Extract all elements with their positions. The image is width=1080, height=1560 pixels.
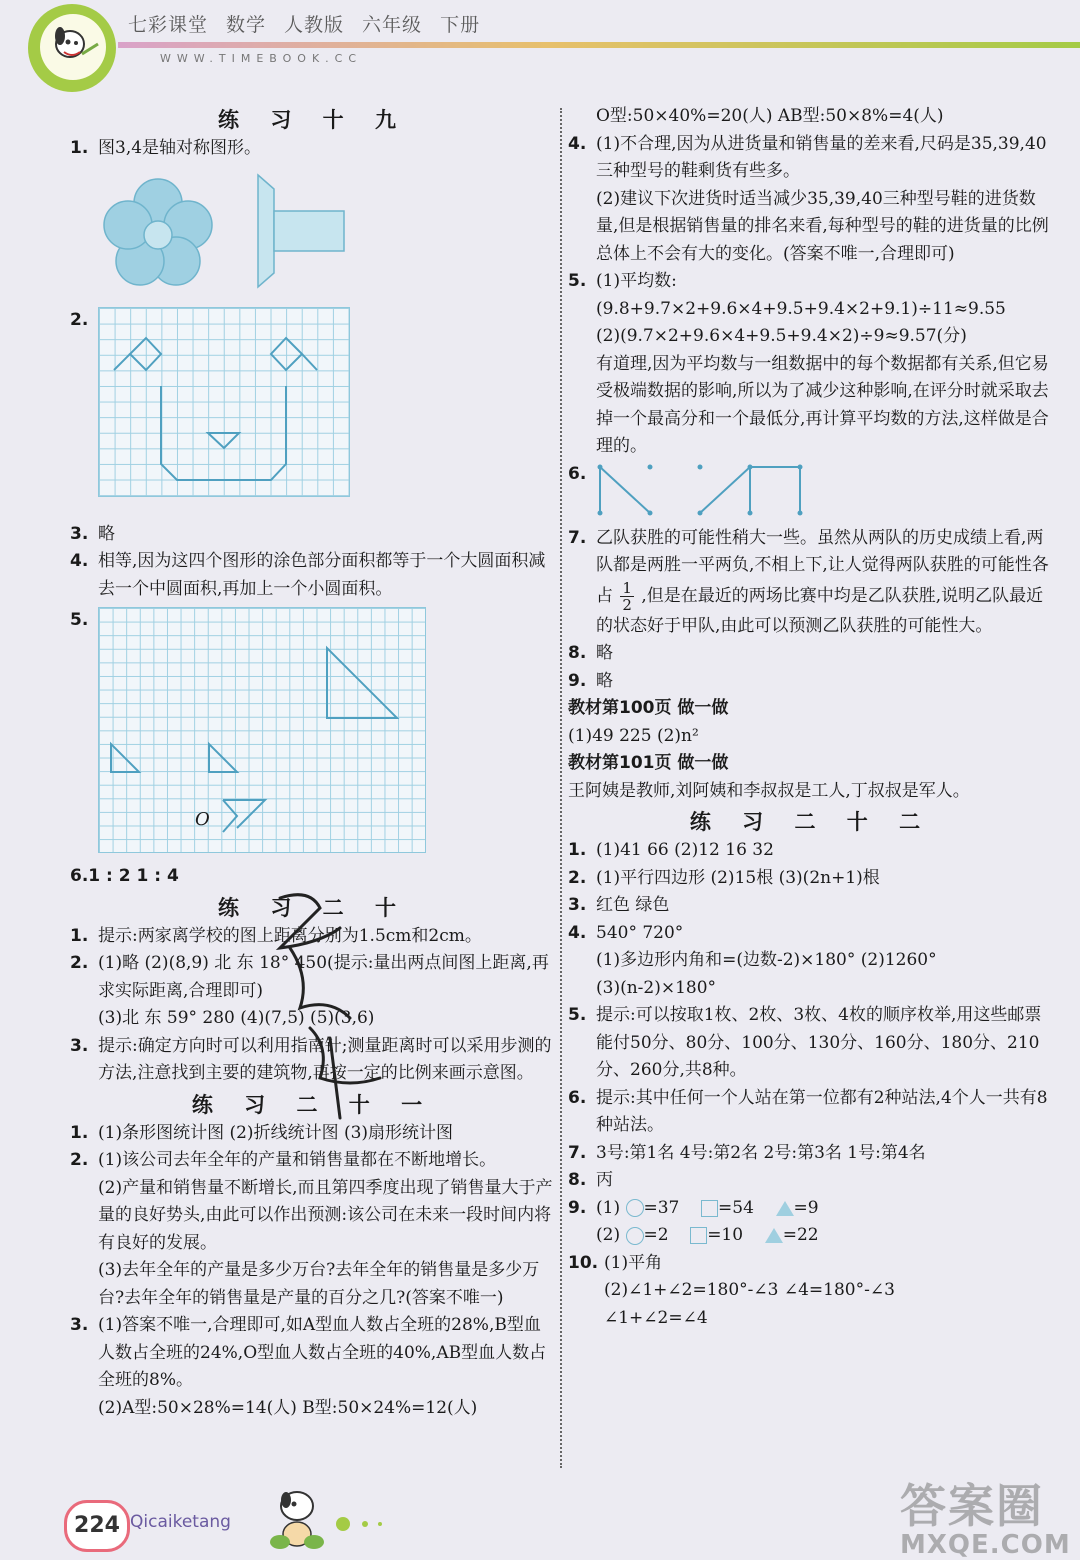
decorative-dots (335, 1512, 395, 1540)
answer-item (568, 920, 1054, 1003)
answer-item (70, 307, 556, 521)
answer-text: 略 (596, 670, 613, 691)
answer-item (70, 1312, 556, 1422)
answer-item (568, 525, 1054, 641)
triangle-symbol-icon (776, 1201, 794, 1216)
section-title-19: 练 习 十 九 (218, 108, 408, 132)
mascot-icon (262, 1484, 332, 1558)
item-number: 2. (568, 867, 587, 888)
path-figure (596, 461, 816, 521)
item-number: 8. (568, 643, 587, 663)
item-number: 4. (568, 922, 587, 943)
volume: 下册 (440, 14, 481, 36)
answer-item (568, 640, 1054, 668)
answer-text: ∠1+∠2=∠4 (604, 1307, 708, 1328)
answer-item (568, 1167, 1054, 1195)
answer-text: (1)不合理,因为从进货量和销售量的差来看,尺码是35,39,40三种型号的鞋剩货有些多。 (596, 133, 1047, 181)
item-number: 9. (568, 1197, 587, 1218)
answer-text: (1)41 66 (2)12 16 32 (596, 840, 774, 860)
page-number: 224 (64, 1500, 130, 1552)
column-divider (560, 108, 562, 1468)
subsection-title: 教材第100页 做一做 (568, 698, 729, 718)
value-triangle: =22 (782, 1225, 819, 1245)
answer-text: (1)平角 (604, 1252, 663, 1273)
answer-item (568, 837, 1054, 865)
denominator: 2 (622, 595, 632, 614)
grade: 六年级 (362, 14, 423, 36)
triangle-symbol-icon (765, 1228, 783, 1243)
item-number: 1. (70, 1122, 89, 1143)
answer-text: (2)建议下次进货时适当减少35,39,40三种型号鞋的进货数量,但是根据销售量的排名来看,每种型号的鞋的进货量的比例总体上不会有大的变化。(答案不唯一,合理即可) (596, 188, 1049, 264)
edition: 人教版 (284, 14, 345, 36)
answer-item (70, 521, 556, 549)
answer-item (70, 607, 556, 863)
watermark-url: MXQE.COM (900, 1530, 1071, 1560)
answer-text: 有道理,因为平均数与一组数据中的每个数据都有关系,但它易受极端数据的影响,所以为了减少这种影响,在评分时就采取去掉一个最高分和一个最低分,再计算平均数的方法,这样做是合理的。 (596, 353, 1049, 456)
fraction (620, 580, 634, 613)
answer-item (568, 668, 1054, 696)
brand-text: Qicaiketang (130, 1512, 231, 1532)
answer-text: ,但是在最近的两场比赛中均是乙队获胜,说明乙队最近的状态好于甲队,由此可以预测乙队获胜的可能性大。 (596, 585, 1044, 636)
circle-symbol-icon (626, 1199, 644, 1217)
sub-label: (1) (596, 1197, 621, 1218)
symmetry-figures (98, 163, 556, 303)
answer-item (568, 1195, 1054, 1250)
answer-text: (2)∠1+∠2=180°-∠3 ∠4=180°-∠3 (604, 1280, 895, 1300)
answer-text: 图3,4是轴对称图形。 (98, 138, 262, 158)
value-square: =54 (718, 1197, 754, 1218)
item-number: 8. (568, 1170, 587, 1190)
item-number: 4. (70, 551, 89, 571)
mascot-logo-icon (40, 14, 106, 80)
value-square: =10 (707, 1225, 744, 1245)
square-symbol-icon (701, 1200, 718, 1217)
answer-text: (1)多边形内角和=(边数-2)×180° (2)1260° (596, 950, 937, 970)
header-divider (118, 42, 1080, 48)
item-number: 10. (568, 1252, 599, 1273)
section-title-21: 练 习 二 十 一 (191, 1092, 435, 1117)
answer-text: 略 (98, 523, 115, 544)
answer-text: 略 (596, 643, 613, 663)
answer-text: 3号:第1名 4号:第2名 2号:第3名 1号:第4名 (596, 1142, 926, 1163)
answer-text: (2)产量和销售量不断增长,而且第四季度出现了销售量大于产量的良好势头,由此可以作出预测:该公司在未来一段时间内将有良好的发展。 (98, 1177, 553, 1253)
item-number: 9. (568, 670, 587, 691)
answer-text: (1)49 225 (2)n² (568, 725, 699, 746)
answer-text: (1)平行四边形 (2)15根 (3)(2n+1)根 (596, 867, 880, 888)
answer-item (568, 131, 1054, 269)
header-url: WWW.TIMEBOOK.CC (160, 52, 363, 65)
value-triangle: =9 (793, 1197, 819, 1218)
answer-item (568, 1140, 1054, 1168)
answer-text: 提示:其中任何一个人站在第一位都有2种站法,4个人一共有8种站法。 (596, 1087, 1048, 1135)
answer-text: (1)该公司去年全年的产量和销售量都在不断地增长。 (98, 1150, 497, 1170)
answer-text: 提示:确定方向时可以利用指南针;测量距离时可以采用步测的方法,注意找到主要的建筑物,再按一定的比例来画示意图。 (98, 1035, 552, 1083)
answer-text: (1)答案不唯一,合理即可,如A型血人数占全班的28%,B型血人数占全班的24%,O型血人数占全班的40%,AB型血人数占全班的8%。 (98, 1315, 547, 1390)
answer-text: 王阿姨是教师,刘阿姨和李叔叔是工人,丁叔叔是军人。 (568, 780, 970, 801)
item-number: 5. (568, 1005, 587, 1025)
flower-figure (104, 179, 212, 285)
answer-item (568, 1250, 1054, 1333)
value-circle: =37 (643, 1197, 680, 1218)
answer-text: (2)(9.7×2+9.6×4+9.5+9.4×2)÷9≈9.57(分) (596, 326, 967, 346)
item-number: 6. (568, 1087, 587, 1108)
answer-item (568, 865, 1054, 893)
answer-text: (1)平均数:(9.8+9.7×2+9.6×4+9.5+9.4×2+9.1)÷11≈9.55 (596, 271, 1006, 319)
answer-item (568, 892, 1054, 920)
item-number: 3. (568, 895, 587, 915)
grid-figure (98, 607, 426, 853)
answer-text: O型:50×40%=20(人) AB型:50×8%=4(人) (596, 106, 944, 126)
item-number: 2. (70, 309, 89, 330)
circle-symbol-icon (626, 1227, 644, 1245)
section-title-22: 练 习 二 十 二 (689, 810, 933, 834)
answer-item (568, 461, 1054, 525)
series-name: 七彩课堂 (128, 14, 209, 36)
right-column (568, 103, 1054, 1332)
item-number: 4. (568, 133, 587, 154)
answer-text: 540° 720° (596, 922, 684, 943)
item-number: 3. (70, 1315, 89, 1335)
answer-item (70, 135, 556, 163)
watermark-text: 答案圈 (900, 1479, 1044, 1533)
left-column (70, 103, 556, 1422)
value-circle: =2 (643, 1225, 669, 1245)
item-number: 2. (70, 1150, 89, 1170)
subject: 数学 (226, 14, 267, 36)
answer-text: (3)北 东 59° 280 (4)(7,5) (5)(3,6) (98, 1008, 375, 1028)
item-number: 3. (70, 523, 89, 544)
answer-text: (1)条形图统计图 (2)折线统计图 (3)扇形统计图 (98, 1122, 454, 1143)
answer-text: (3)(n-2)×180° (596, 977, 717, 998)
grid-figure (98, 307, 350, 497)
item-number: 1. (568, 840, 587, 860)
answer-text: (3)去年全年的产量是多少万台?去年全年的销售量是多少万台?去年全年的销售量是产量的百分之几?(答案不唯一) (98, 1260, 540, 1308)
answer-item (70, 548, 556, 603)
item-number: 6. (568, 463, 587, 484)
answer-text: 6.1 : 2 1 : 4 (70, 866, 179, 886)
item-number: 7. (568, 527, 587, 548)
item-number: 7. (568, 1142, 587, 1163)
watermark (900, 1470, 1071, 1560)
answer-text: (2)A型:50×28%=14(人) B型:50×24%=12(人) (98, 1397, 478, 1418)
book-title (128, 10, 498, 37)
bolt-figure (258, 175, 344, 287)
answer-text: 提示:两家离学校的图上距离分别为1.5cm和2cm。 (98, 925, 482, 946)
square-symbol-icon (690, 1227, 707, 1244)
answer-item (568, 1002, 1054, 1085)
item-number: 1. (70, 138, 89, 158)
answer-text: 丙 (596, 1170, 613, 1190)
item-number: 1. (70, 925, 89, 946)
answer-text: 红色 绿色 (596, 895, 670, 915)
item-number: 3. (70, 1035, 89, 1056)
answer-text: 乙队获胜的可能性稍大一些。虽然从两队的历史成绩上看,两队都是两胜一平两负,不相上下,让人觉得两队获胜的可能性各占 (596, 527, 1049, 606)
section-title-20: 练 习 二 十 (218, 895, 408, 920)
answer-text: 相等,因为这四个图形的涂色部分面积都等于一个大圆面积减去一个中圆面积,再加上一个小圆面积。 (98, 551, 546, 599)
item-number: 5. (70, 610, 89, 630)
item-number: 5. (568, 271, 587, 291)
handwriting-scribble (250, 888, 390, 1132)
item-number: 2. (70, 953, 89, 973)
sub-label: (2) (596, 1225, 621, 1245)
answer-item (70, 1147, 556, 1312)
answer-text: 提示:可以按取1枚、2枚、3枚、4枚的顺序枚举,用这些邮票能付50分、80分、100分、130分、160分、180分、210分、260分,共8种。 (596, 1005, 1042, 1080)
answer-text: (1)略 (2)(8,9) 北 东 18° 450(提示:量出两点间图上距离,再求实际距离,合理即可) (98, 953, 549, 1001)
origin-label: O (195, 809, 210, 830)
numerator: 1 (622, 578, 632, 597)
answer-item (568, 268, 1054, 461)
subsection-title: 教材第101页 做一做 (568, 753, 729, 773)
answer-item (568, 1085, 1054, 1140)
